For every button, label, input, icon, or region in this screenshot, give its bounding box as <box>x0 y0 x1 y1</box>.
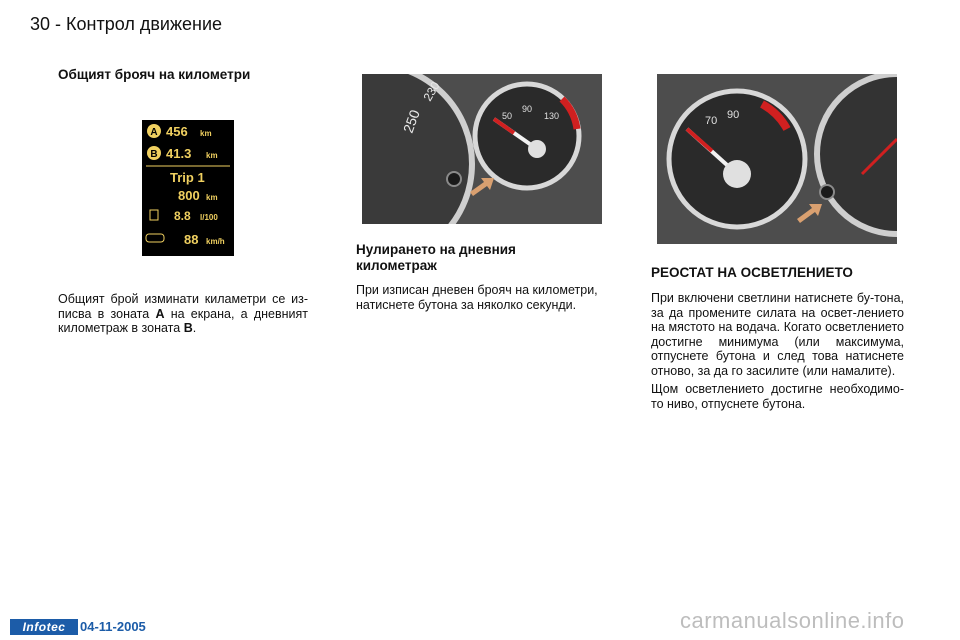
trip-distance-unit: km <box>206 193 218 202</box>
zone-a-value: 456 <box>166 124 188 139</box>
rheostat-photo-graphic <box>657 74 897 244</box>
odometer-display <box>142 120 234 256</box>
speed-mark-250: 250 <box>399 107 423 136</box>
zone-b-ref: B <box>183 321 193 335</box>
trip-label: Trip 1 <box>170 170 205 185</box>
rheostat-photo <box>657 74 897 244</box>
zone-a-ref: A <box>155 306 165 321</box>
needle-hub <box>723 160 751 188</box>
trip-reset-photo-graphic <box>362 74 602 224</box>
trip-reset-knob <box>447 172 461 186</box>
needle-hub <box>528 140 546 158</box>
car-icon <box>146 234 164 242</box>
speed-mark-230: 230 <box>420 79 443 104</box>
total-odometer-heading: Общият брояч на километри <box>58 67 251 82</box>
zone-b-label: B <box>150 149 158 160</box>
temp-mark-50: 50 <box>502 111 513 121</box>
zone-b-value: 41.3 <box>166 146 192 161</box>
consumption-unit: l/100 <box>200 213 218 222</box>
trip-reset-heading: Нулирането на дневния километраж <box>356 242 516 273</box>
temp-mark-90: 90 <box>522 104 533 114</box>
fuel-mark-70: 70 <box>705 115 718 127</box>
trip-distance: 800 <box>178 188 200 203</box>
rheostat-knob <box>820 185 834 199</box>
odometer-display-graphic <box>142 120 234 256</box>
trip-reset-text: При изписан дневен брояч на километри, натиснете бутона за няколко секунди. <box>356 283 598 312</box>
speed-value: 88 <box>184 232 199 247</box>
trip-reset-photo <box>362 74 602 224</box>
rheostat-text-1: При включени светлини натиснете бу-тона, за да промените силата на освет-лението на мястото на водача. Когато осветлението достигне минимума (или максимума, отпуснете бутона и след това натиснете отново, за да го засилите (или намалите). <box>651 291 904 378</box>
temp-mark-130: 130 <box>544 111 560 121</box>
total-odometer-text: Общият брой изминати киламетри се из-писва в зоната A на екрана, а дневният километраж в зоната B. <box>58 292 308 335</box>
footer-date: 04-11-2005 <box>80 619 146 634</box>
infotec-logo: Infotec <box>10 619 78 635</box>
speed-unit: km/h <box>206 237 225 246</box>
zone-a-label: A <box>150 127 158 138</box>
page-title: 30 - Контрол движение <box>30 14 223 34</box>
rheostat-heading: РЕОСТАТ НА ОСВЕТЛЕНИЕТО <box>651 265 853 280</box>
fuel-icon <box>150 210 158 220</box>
rheostat-text-2: Щом осветлението достигне необходимо-то ниво, отпуснете бутона. <box>651 382 904 411</box>
zone-a-unit: km <box>200 129 212 138</box>
zone-b-unit: km <box>206 151 218 160</box>
fuel-mark-90: 90 <box>727 109 740 121</box>
consumption-value: 8.8 <box>174 209 191 223</box>
watermark: carmanualsonline.info <box>680 608 905 633</box>
